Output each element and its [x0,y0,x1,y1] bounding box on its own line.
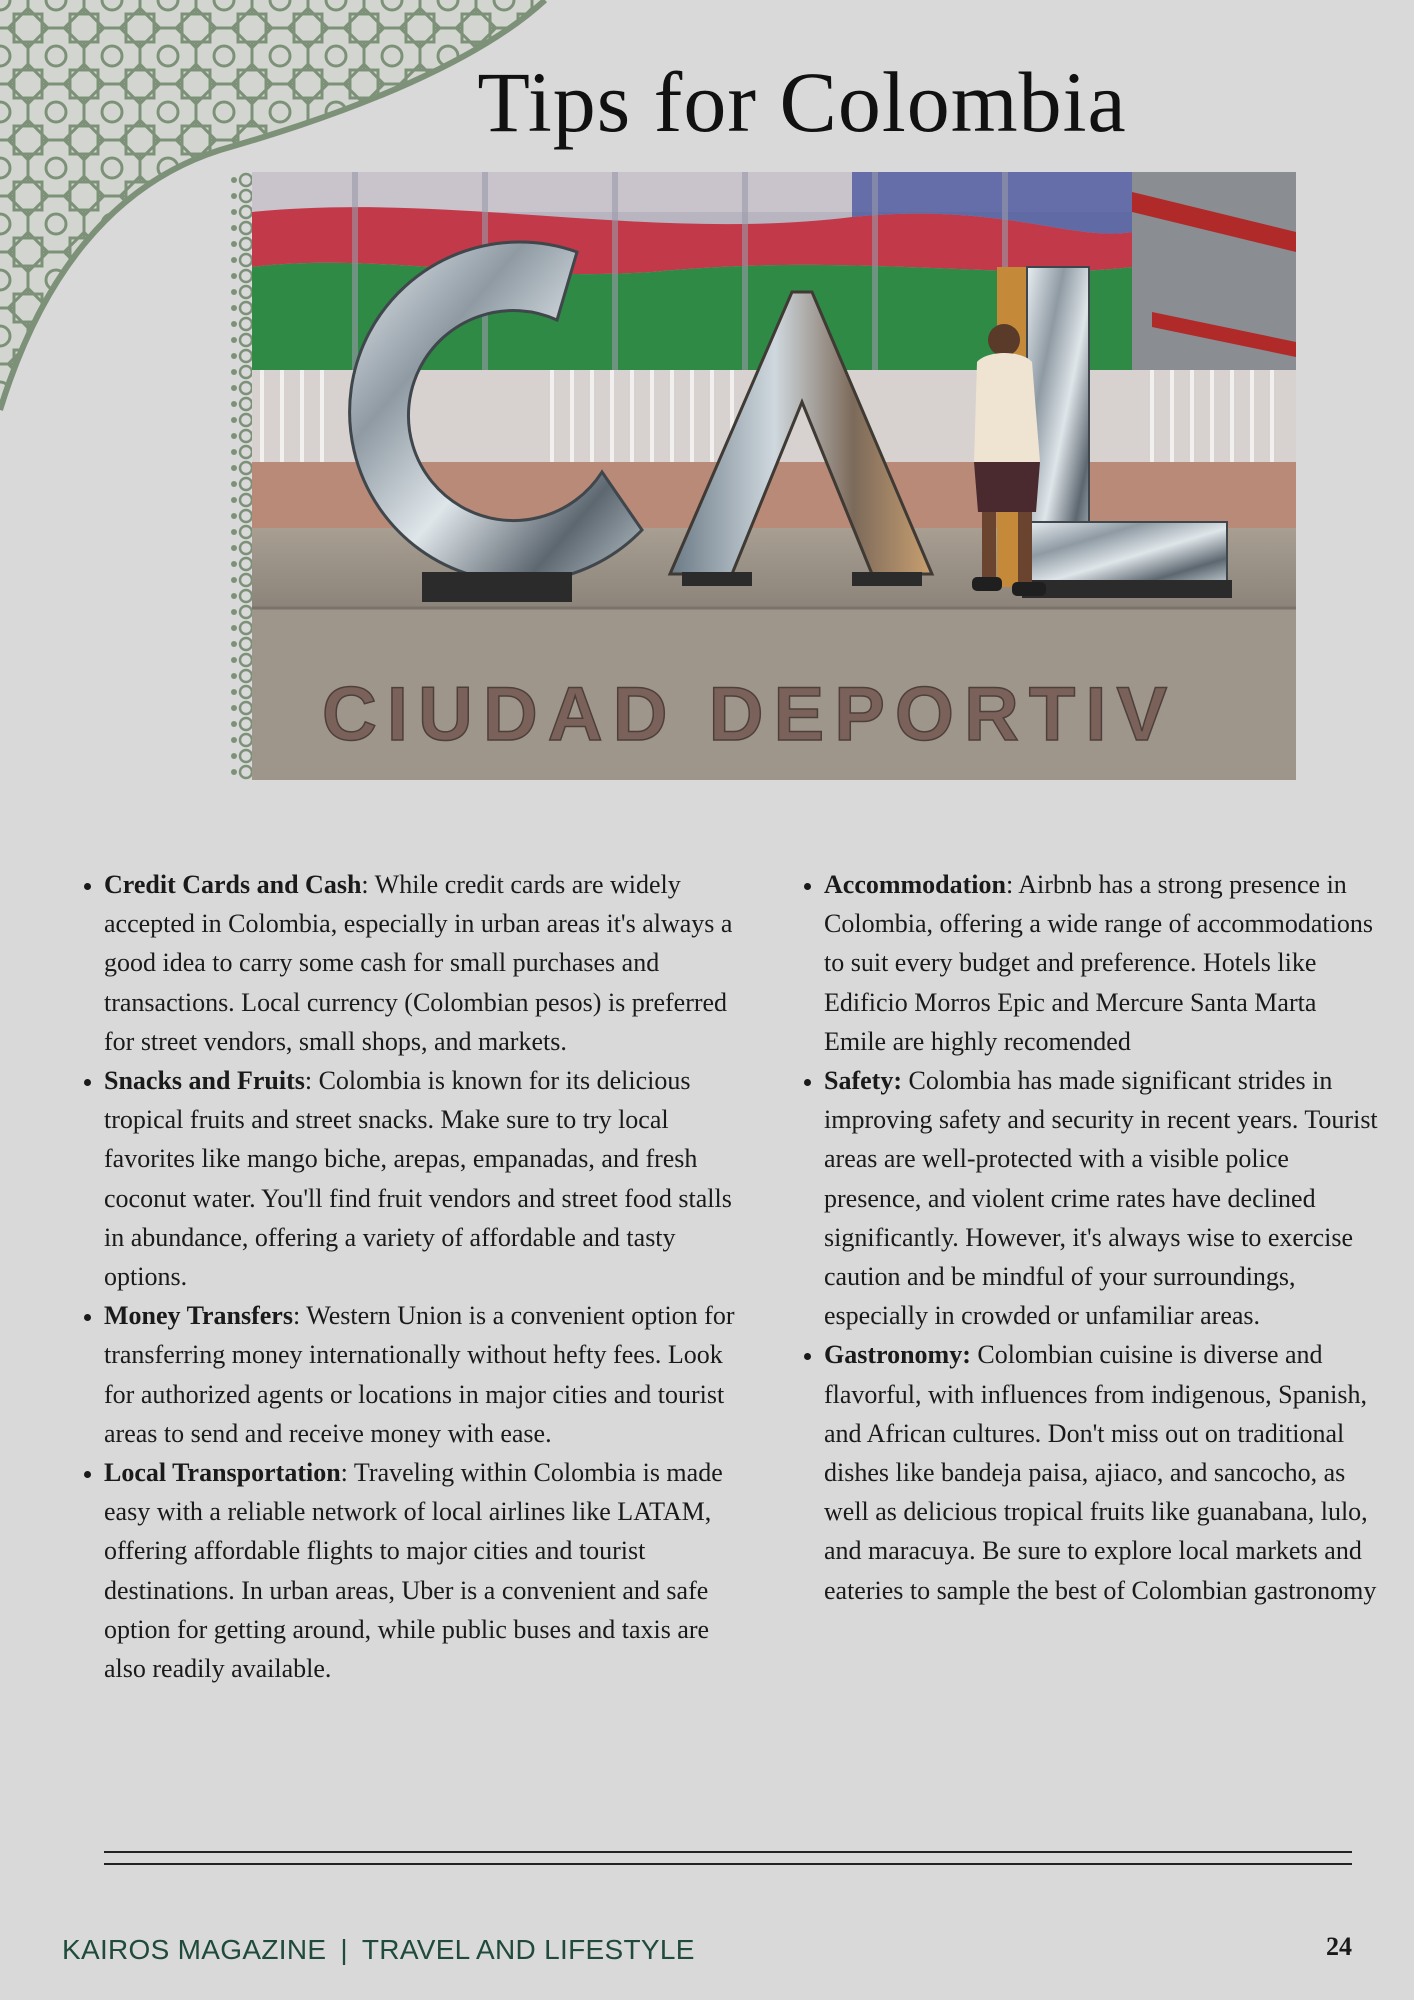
tip-label-suffix: : [340,1458,348,1488]
tip-text: Airbnb has a strong presence in Colombia, offering a wide range of accommodations to suit every budget and preference. Hotels like Edificio Morros Epic and Mercure Santa Marta Emile are highly recomended [824,870,1373,1056]
tip-text: Colombian cuisine is diverse and flavorful, with influences from indigenous, Spanish, and African cultures. Don't miss out on traditional dishes like bandeja paisa, ajiaco, and sancocho, as well as delicious tropical fruits like guanabana, lulo, and maracuya. Be sure to explore local markets and eateries to sample the best of Colombian gastronomy [824,1340,1377,1605]
tip-label: Local Transportation [104,1458,341,1488]
tip-label: Accommodation [824,870,1006,899]
photo-sign-text: CIUDAD DEPORTIV [322,672,1178,757]
cali-sign-photo [252,172,1296,780]
footer-magazine-line [62,1934,695,1966]
tip-label-suffix: : [361,870,369,899]
tip-text: While credit cards are widely accepted in Colombia, especially in urban areas it's always a good idea to carry some cash for small purchases and transactions. Local currency (Colombian pesos) is preferred for street vendors, small shops, and markets. [104,870,733,1056]
magazine-section: TRAVEL AND LIFESTYLE [361,1934,695,1965]
tip-label: Credit Cards and Cash [104,870,362,899]
tip-credit-cards [104,865,738,1061]
tip-gastronomy [824,1335,1378,1609]
footer-divider-top [104,1851,1352,1853]
tip-label-suffix: : [1005,870,1014,899]
tip-label: Safety: [824,1066,902,1096]
tips-column-right [786,865,1378,1610]
tip-label: Snacks and Fruits [104,1066,305,1096]
tip-money-transfers [104,1296,738,1453]
footer-divider-bottom [104,1863,1352,1865]
tip-safety [824,1061,1378,1335]
tip-text: Colombia has made significant strides in improving safety and security in recent years. Tourist areas are well-protected with a visible police presence, and violent crime rates have declined significantly. However, it's always wise to exercise caution and be mindful of your surroundings, especially in crowded or unfamiliar areas. [824,1066,1378,1331]
tip-local-transportation [104,1453,738,1688]
tips-column-left [66,865,738,1688]
tip-text: Traveling within Colombia is made easy with a reliable network of local airlines like LATAM, offering affordable flights to major cities and tourist destinations. In urban areas, Uber is a convenient and safe option for getting around, while public buses and taxis are also readily available. [104,1458,723,1684]
tip-accommodation [824,865,1378,1061]
tip-label: Money Transfers [104,1301,293,1331]
photo-decorative-border [224,172,254,780]
tip-text: Colombia is known for its delicious tropical fruits and street snacks. Make sure to try local favorites like mango biche, arepas, empanadas, and fresh coconut water. You'll find fruit vendors and street food stalls in abundance, offering a variety of affordable and tasty options. [104,1066,732,1292]
tip-label: Gastronomy: [824,1340,971,1370]
magazine-name: KAIROS MAGAZINE [62,1934,327,1965]
tip-label-suffix: : [292,1301,301,1331]
tip-snacks-fruits [104,1061,738,1296]
page-title: Tips for Colombia [477,54,1127,150]
tip-text: Western Union is a convenient option for transferring money internationally without hefty fees. Look for authorized agents or locations in major cities and tourist areas to send and receive money with ease. [104,1301,735,1448]
page-number: 24 [1326,1932,1352,1961]
footer-separator: | [340,1934,348,1965]
tip-label-suffix: : [304,1066,313,1096]
